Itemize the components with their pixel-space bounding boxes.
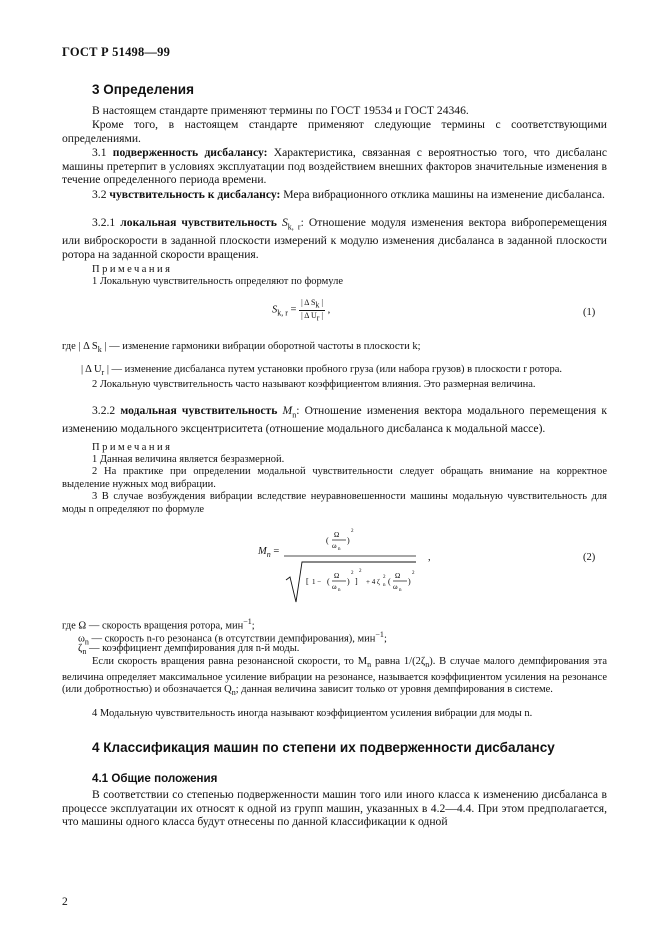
- formula-2-den-omegan-sub: n: [338, 588, 341, 593]
- formula-2-den-paren: (: [327, 577, 330, 586]
- where-2-b-sup: −1: [375, 630, 384, 639]
- formula-2-tail-omegan: ω: [393, 583, 398, 591]
- where-1-b-text: | — изменение дисбаланса путем установки пробного груза (или набора грузов) в плоскости r ротора.: [104, 364, 563, 375]
- formula-1: $S_{k, r}$ = $\frac{| \Delta S_k |}{| \Delta U_r |}$ ,: [272, 298, 331, 323]
- formula-2-den-paren-close: ): [347, 577, 350, 586]
- resonance-paragraph: [62, 656, 607, 700]
- formula-1-denominator-bar: |: [321, 310, 324, 320]
- term-3-2: [62, 188, 607, 202]
- where-1-a-sub: k: [97, 345, 102, 355]
- formula-2-tail: ,: [428, 552, 431, 563]
- note-2-3: 3 В случае возбуждения вибрации вследствие неуравновешенности машины модальную чувствительность для моды n определяют по формуле: [62, 491, 607, 515]
- formula-2-label: (2): [583, 552, 596, 563]
- formula-1-lhs-sub: k, r: [277, 308, 288, 318]
- where-1-a-symbol: где | Δ S: [62, 341, 98, 352]
- term-3-1: [62, 146, 607, 187]
- formula-2-bracket-close: ]: [355, 577, 358, 586]
- formula-2-tail-omega: Ω: [395, 572, 401, 580]
- formula-2-zeta-sub: n: [383, 583, 386, 588]
- term-symbol: S: [281, 216, 288, 229]
- term-symbol: M: [282, 404, 293, 417]
- note-2-2: 2 На практике при определении модальной чувствительности следует обращать внимание на корректное выделение нужных мод вибрации.: [62, 466, 607, 490]
- section-4-1-title: 4.1 Общие положения: [92, 772, 218, 785]
- term-number: 3.2.2: [92, 404, 116, 417]
- formula-1-numerator: | Δ S: [301, 298, 316, 307]
- formula-1-tail: ,: [327, 304, 331, 316]
- where-2-a-sup: −1: [243, 617, 252, 626]
- resonance-sub-2: n: [425, 660, 430, 670]
- formula-2-one-minus: 1 −: [312, 578, 322, 586]
- formula-2-lhs-symbol: M: [258, 546, 267, 557]
- where-2-b-text: — скорость n-го резонанса (в отсутствии демпфирования), мин: [88, 633, 376, 645]
- formula-2-den-omega: Ω: [334, 572, 340, 580]
- where-2-b-symbol: ω: [78, 633, 85, 645]
- term-number: 3.2: [92, 188, 107, 201]
- term-name: локальная чувствительность: [120, 216, 277, 229]
- where-2-b-end: ;: [383, 633, 387, 645]
- resonance-sub-1: n: [367, 660, 372, 670]
- section-3-title: 3 Определения: [92, 82, 194, 97]
- resonance-sub-3: n: [231, 688, 236, 698]
- formula-2-num-omegan: ω: [332, 542, 337, 550]
- formula-2-bracket-exp: 2: [359, 569, 362, 574]
- formula-1-numerator-bar: |: [321, 298, 324, 307]
- formula-2-tail-paren: (: [388, 577, 391, 586]
- formula-2-den-omegan: ω: [332, 583, 337, 591]
- where-1-b-symbol: | Δ U: [81, 364, 102, 375]
- where-1-b: [81, 364, 607, 380]
- formula-2-num-paren-close: ): [347, 536, 350, 545]
- formula-2-zeta-exp: 2: [383, 575, 386, 580]
- term-3-2-2: [62, 404, 607, 436]
- term-number: 3.2.1: [92, 216, 116, 229]
- term-number: 3.1: [92, 146, 107, 159]
- formula-1-denominator: | Δ U: [301, 310, 317, 320]
- where-2-c-symbol: ζ: [78, 643, 83, 654]
- note-1-2: 2 Локальную чувствительность часто называют коэффициентом влияния. Это размерная величина.: [92, 379, 536, 390]
- term-3-2-1: [62, 216, 607, 261]
- where-2-b-sub: n: [84, 637, 89, 647]
- formula-2-num-omegan-sub: n: [338, 547, 341, 552]
- term-symbol-sub: k, r: [287, 222, 301, 232]
- formula-2-num-paren: (: [326, 536, 329, 545]
- term-name: подверженность дисбалансу:: [112, 146, 268, 159]
- term-name: модальная чувствительность: [120, 404, 278, 417]
- formula-2-den-exp: 2: [351, 571, 354, 576]
- term-definition: Характеристика, связанная с вероятностью того, что дисбаланс машины претерпит в условиях эксплуатации под воздействием внешних факторов значительные изменения в течение определенного периода времени.: [62, 146, 608, 187]
- where-2-c-text: — коэффициент демпфирования для n-й моды.: [86, 643, 300, 654]
- resonance-text-4: ; данная величина зависит только от уровня демпфирования в системе.: [235, 684, 553, 696]
- note-1-1: 1 Локальную чувствительность определяют по формуле: [92, 276, 343, 287]
- where-2-c-sub: n: [82, 647, 87, 657]
- formula-1-denominator-sub: r: [316, 313, 320, 323]
- formula-2-tail-paren-close: ): [408, 577, 411, 586]
- formula-2-tail-exp: 2: [412, 571, 415, 576]
- term-definition: : Отношение модуля изменения вектора виброперемещения или виброскорости в заданной плоскости измерений к модулю изменения дисбаланса в заданной плоскости ротора на заданной скорости вращения.: [62, 216, 607, 261]
- where-1-b-sub: r: [101, 368, 105, 378]
- formula-2-equals: =: [273, 546, 280, 557]
- formula-2-num-omega: Ω: [334, 531, 340, 539]
- paragraph-4-1: В соответствии со степенью подверженности машин того или иного класса к изменению дисбаланса в процессе эксплуатации их относят к одной из групп машин, указанных в 4.2—4.4. При этом предполагается, что машины одного класса будут отнесены по данной классификации к одной: [62, 788, 607, 829]
- notes-title-1: Примечания: [92, 264, 173, 275]
- formula-1-lhs: S: [272, 304, 278, 316]
- where-1-a-text: | — изменение гармоники вибрации оборотной частоты в плоскости k;: [101, 341, 421, 352]
- formula-1-numerator-sub: k: [315, 300, 320, 310]
- where-1-a: [62, 341, 607, 357]
- formula-1-label: (1): [583, 307, 596, 318]
- paragraph-additional-terms: Кроме того, в настоящем стандарте применяют следующие термины с соответствующими определениями.: [62, 118, 607, 145]
- where-2-a-text: где Ω — скорость вращения ротора, мин: [62, 620, 244, 632]
- formula-2-plus-term: + 4 ζ: [366, 578, 380, 586]
- formula-2-tail-omegan-sub: n: [399, 588, 402, 593]
- section-4-title: 4 Классификация машин по степени их подверженности дисбалансу: [92, 740, 555, 755]
- note-2-4: 4 Модальную чувствительность иногда называют коэффициентом усиления вибрации для моды n.: [92, 708, 533, 719]
- formula-2-num-exp: 2: [351, 529, 354, 534]
- term-definition: : Отношение изменения вектора модального перемещения к изменению модального эксцентриситета (отношение модального дисбаланса к модальной массе).: [62, 404, 607, 435]
- formula-2-bracket: [: [306, 577, 309, 586]
- paragraph-terms-ref: В настоящем стандарте применяют термины по ГОСТ 19534 и ГОСТ 24346.: [92, 104, 469, 117]
- note-2-1: 1 Данная величина является безразмерной.: [92, 454, 285, 465]
- page-number: 2: [62, 896, 68, 908]
- formula-2-graphic: [284, 522, 424, 608]
- formula-2-lhs-sub: n: [266, 550, 271, 560]
- resonance-text-2: равна 1/(2ζ: [371, 656, 426, 667]
- term-definition: Мера вибрационного отклика машины на изменение дисбаланса.: [283, 188, 605, 201]
- where-2-a-end: ;: [251, 620, 255, 632]
- resonance-text-3: ). В случае малого демпфирования эта величина определяет максимальное усиление вибрации на резонансе, называется коэффициентом усиления на резонансе (или добротностью) и обозначается Q: [62, 656, 608, 696]
- formula-2-lhs: [258, 546, 279, 559]
- term-symbol-sub: n: [292, 410, 297, 420]
- term-name: чувствительность к дисбалансу:: [109, 188, 281, 201]
- document-header: ГОСТ Р 51498—99: [62, 45, 171, 59]
- notes-title-2: Примечания: [92, 442, 173, 453]
- resonance-text-1: Если скорость вращения равна резонансной скорости, то M: [92, 656, 368, 667]
- formula-1-fraction: [299, 298, 325, 322]
